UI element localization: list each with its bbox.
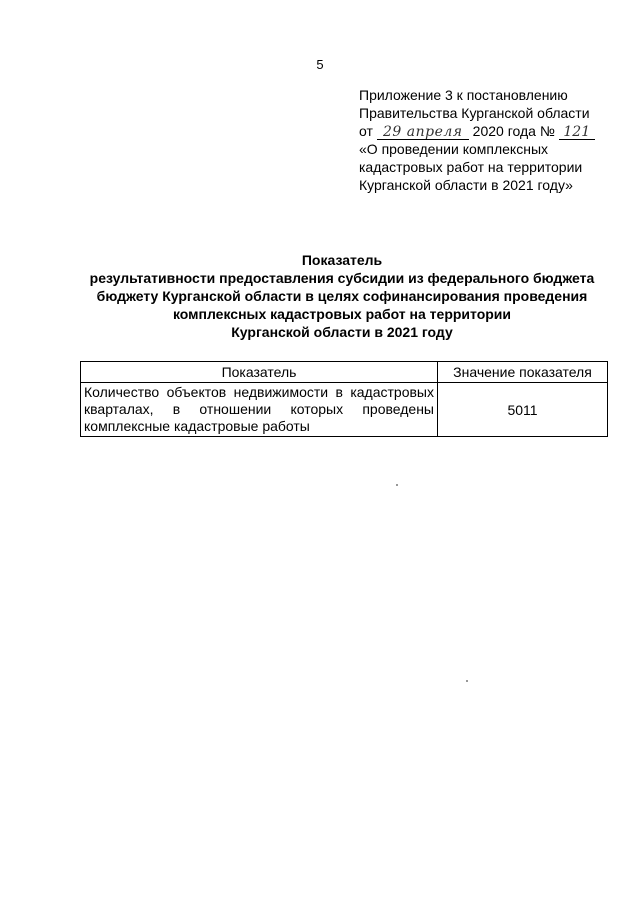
appendix-line-1: Приложение 3 к постановлению xyxy=(359,87,568,103)
appendix-block xyxy=(359,86,629,194)
title-line-4: комплексных кадастровых работ на территории xyxy=(172,306,512,322)
appendix-line-2: Правительства Курганской области xyxy=(359,105,590,121)
scan-speck xyxy=(396,484,398,486)
scan-speck xyxy=(466,680,468,682)
indicator-description: Количество объектов недвижимости в кадастровых кварталах, в отношении которых проведены комплексные кадастровые работы xyxy=(81,383,438,437)
column-header-indicator: Показатель xyxy=(81,362,438,383)
title-line-5: Курганской области в 2021 году xyxy=(231,324,453,340)
document-title xyxy=(60,251,624,341)
table-row xyxy=(81,383,608,437)
handwritten-date: 29 апреля xyxy=(377,125,469,140)
page-number: 5 xyxy=(316,57,324,72)
table-header-row xyxy=(81,362,608,383)
indicator-table xyxy=(80,361,608,437)
appendix-year-text: 2020 года № xyxy=(472,123,555,139)
handwritten-number: 121 xyxy=(559,125,595,140)
appendix-line-4: «О проведении комплексных xyxy=(359,141,548,157)
indicator-value: 5011 xyxy=(438,383,608,437)
title-line-3: бюджету Курганской области в целях софинансирования проведения xyxy=(96,288,588,304)
title-line-2: результативности предоставления субсидии из федерального бюджета xyxy=(89,270,595,286)
appendix-date-line xyxy=(359,122,629,140)
column-header-value: Значение показателя xyxy=(438,362,608,383)
appendix-line-5: кадастровых работ на территории xyxy=(359,159,583,175)
title-line-1: Показатель xyxy=(301,252,383,268)
appendix-line-6: Курганской области в 2021 году» xyxy=(359,177,573,193)
appendix-from-prefix: от xyxy=(359,123,373,139)
